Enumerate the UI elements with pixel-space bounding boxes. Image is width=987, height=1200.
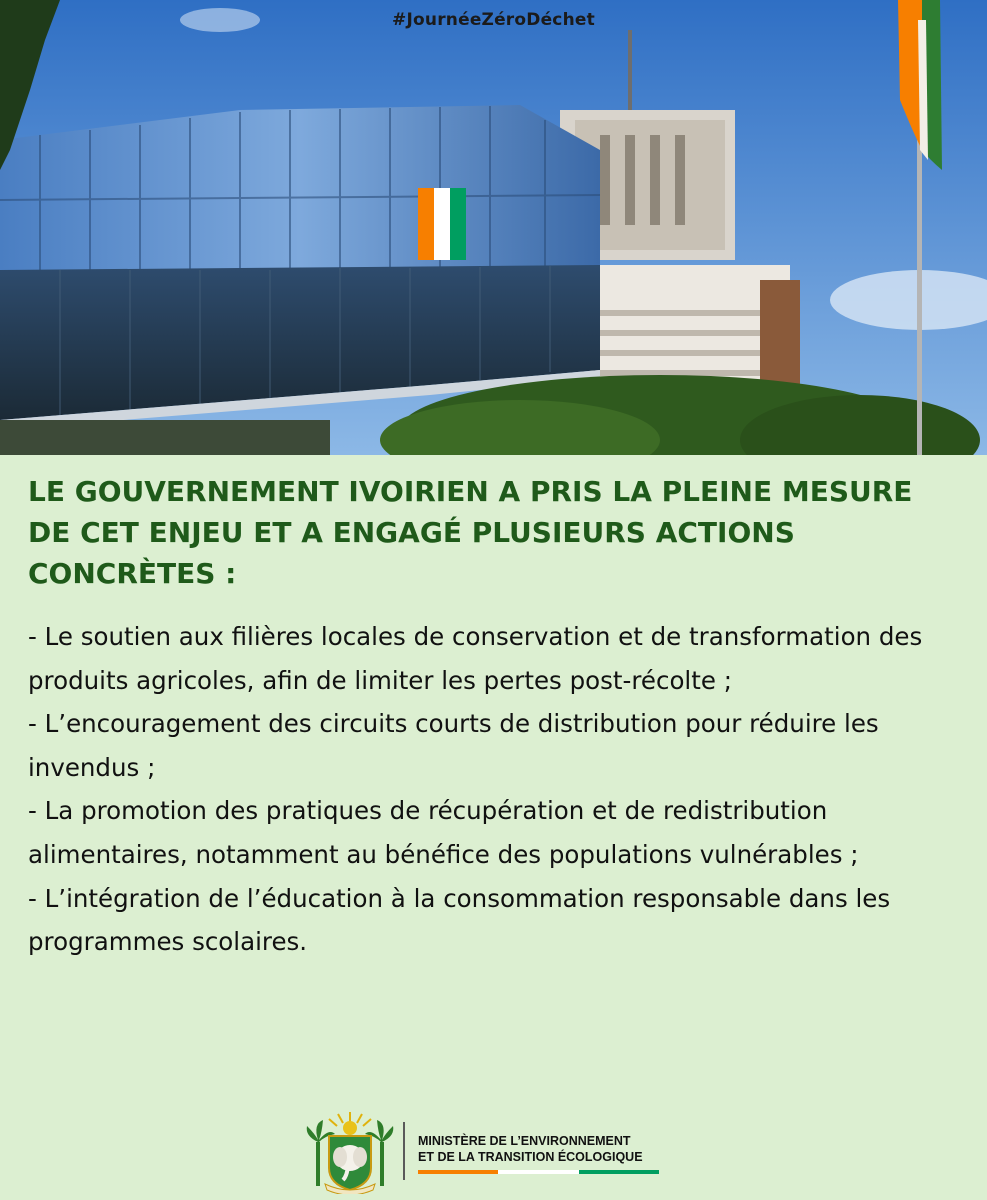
list-item: - La promotion des pratiques de récupération et de redistribution alimentaires, notamment au bénéfice des populations vulnérables ; [28, 796, 859, 869]
action-list [28, 615, 963, 964]
building-photo [0, 0, 987, 455]
header-photo [0, 0, 987, 455]
list-item: - L’intégration de l’éducation à la consommation responsable dans les programmes scolaires. [28, 883, 891, 957]
list-item: - Le soutien aux filières locales de conservation et de transformation des produits agricoles, afin de limiter les pertes post-récolte ; [28, 622, 923, 695]
ministry-line-1: MINISTÈRE DE L’ENVIRONNEMENT [418, 1134, 631, 1148]
ministry-line-2: ET DE LA TRANSITION ÉCOLOGIQUE [418, 1150, 643, 1164]
hashtag-label: #JournéeZéroDéchet [392, 10, 595, 30]
list-item: - L’encouragement des circuits courts de distribution pour réduire les invendus ; [28, 709, 879, 782]
content-panel [0, 455, 987, 1200]
ministry-name [418, 1133, 668, 1165]
flag-green-stripe [579, 1170, 659, 1174]
flag-orange-stripe [418, 1170, 498, 1174]
headline: LE GOUVERNEMENT IVOIRIEN A PRIS LA PLEINE MESURE DE CET ENJEU ET A ENGAGÉ PLUSIEURS ACTIONS CONCRÈTES : [28, 475, 913, 590]
flag-white-stripe [498, 1170, 578, 1174]
flag-bar [418, 1170, 659, 1174]
coat-of-arms-icon [305, 1112, 395, 1194]
divider [403, 1122, 405, 1180]
footer [0, 1108, 987, 1200]
